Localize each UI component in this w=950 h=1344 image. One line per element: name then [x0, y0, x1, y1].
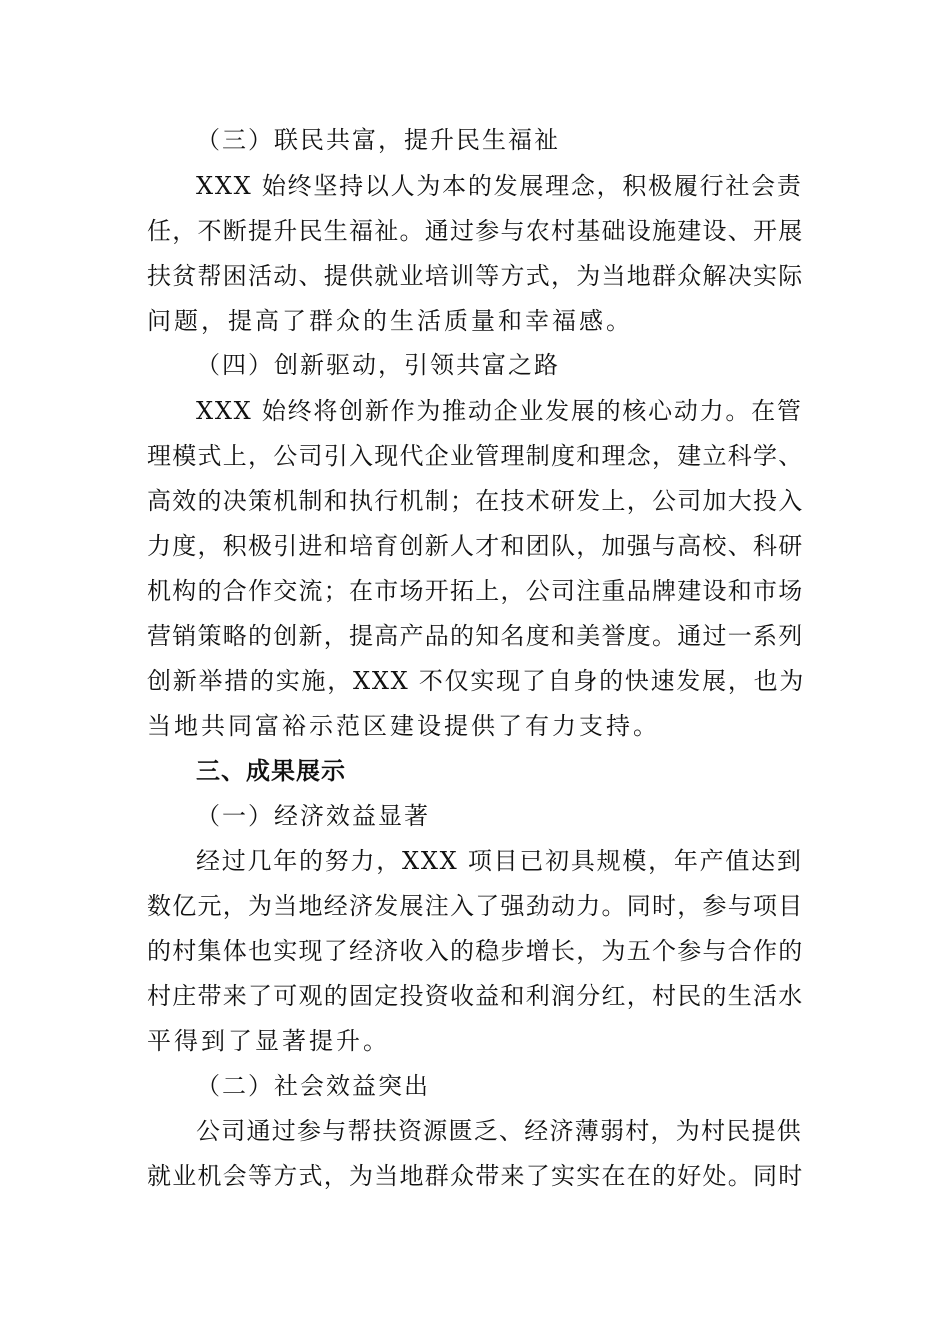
paragraph-line: 的村集体也实现了经济收入的稳步增长，为五个参与合作的 — [147, 937, 804, 965]
paragraph-line: 营销策略的创新，提高产品的知名度和美誉度。通过一系列 — [147, 622, 804, 650]
paragraph-line: 任，不断提升民生福祉。通过参与农村基础设施建设、开展 — [147, 217, 804, 245]
paragraph-line: 理模式上，公司引入现代企业管理制度和理念，建立科学、 — [147, 442, 804, 470]
paragraph-line: 就业机会等方式，为当地群众带来了实实在在的好处。同时 — [147, 1162, 804, 1190]
paragraph-line: 问题，提高了群众的生活质量和幸福感。 — [147, 307, 633, 335]
paragraph-line: 村庄带来了可观的固定投资收益和利润分红，村民的生活水 — [147, 982, 804, 1010]
part-heading-results: 三、成果展示 — [196, 757, 346, 785]
paragraph-line: 数亿元，为当地经济发展注入了强劲动力。同时，参与项目 — [147, 892, 804, 920]
paragraph-line: XXX 始终坚持以人为本的发展理念，积极履行社会责 — [196, 172, 803, 200]
section-heading-social: （二）社会效益突出 — [196, 1072, 430, 1100]
paragraph-line: 高效的决策机制和执行机制；在技术研发上，公司加大投入 — [147, 487, 804, 515]
paragraph-line: 扶贫帮困活动、提供就业培训等方式，为当地群众解决实际 — [147, 262, 804, 290]
section-heading-benefit: （三）联民共富，提升民生福祉 — [196, 126, 560, 154]
paragraph-line: 机构的合作交流；在市场开拓上，公司注重品牌建设和市场 — [147, 577, 804, 605]
section-heading-innovation: （四）创新驱动，引领共富之路 — [196, 351, 560, 379]
paragraph-line: 经过几年的努力，XXX 项目已初具规模，年产值达到 — [196, 847, 803, 875]
paragraph-line: 当地共同富裕示范区建设提供了有力支持。 — [147, 712, 660, 740]
paragraph-line: XXX 始终将创新作为推动企业发展的核心动力。在管 — [196, 397, 803, 425]
paragraph-line: 创新举措的实施，XXX 不仅实现了自身的快速发展，也为 — [147, 667, 806, 695]
paragraph-line: 公司通过参与帮扶资源匮乏、经济薄弱村，为村民提供 — [196, 1117, 802, 1145]
section-heading-economic: （一）经济效益显著 — [196, 802, 430, 830]
paragraph-line: 平得到了显著提升。 — [147, 1027, 390, 1055]
paragraph-line: 力度，积极引进和培育创新人才和团队，加强与高校、科研 — [147, 532, 804, 560]
